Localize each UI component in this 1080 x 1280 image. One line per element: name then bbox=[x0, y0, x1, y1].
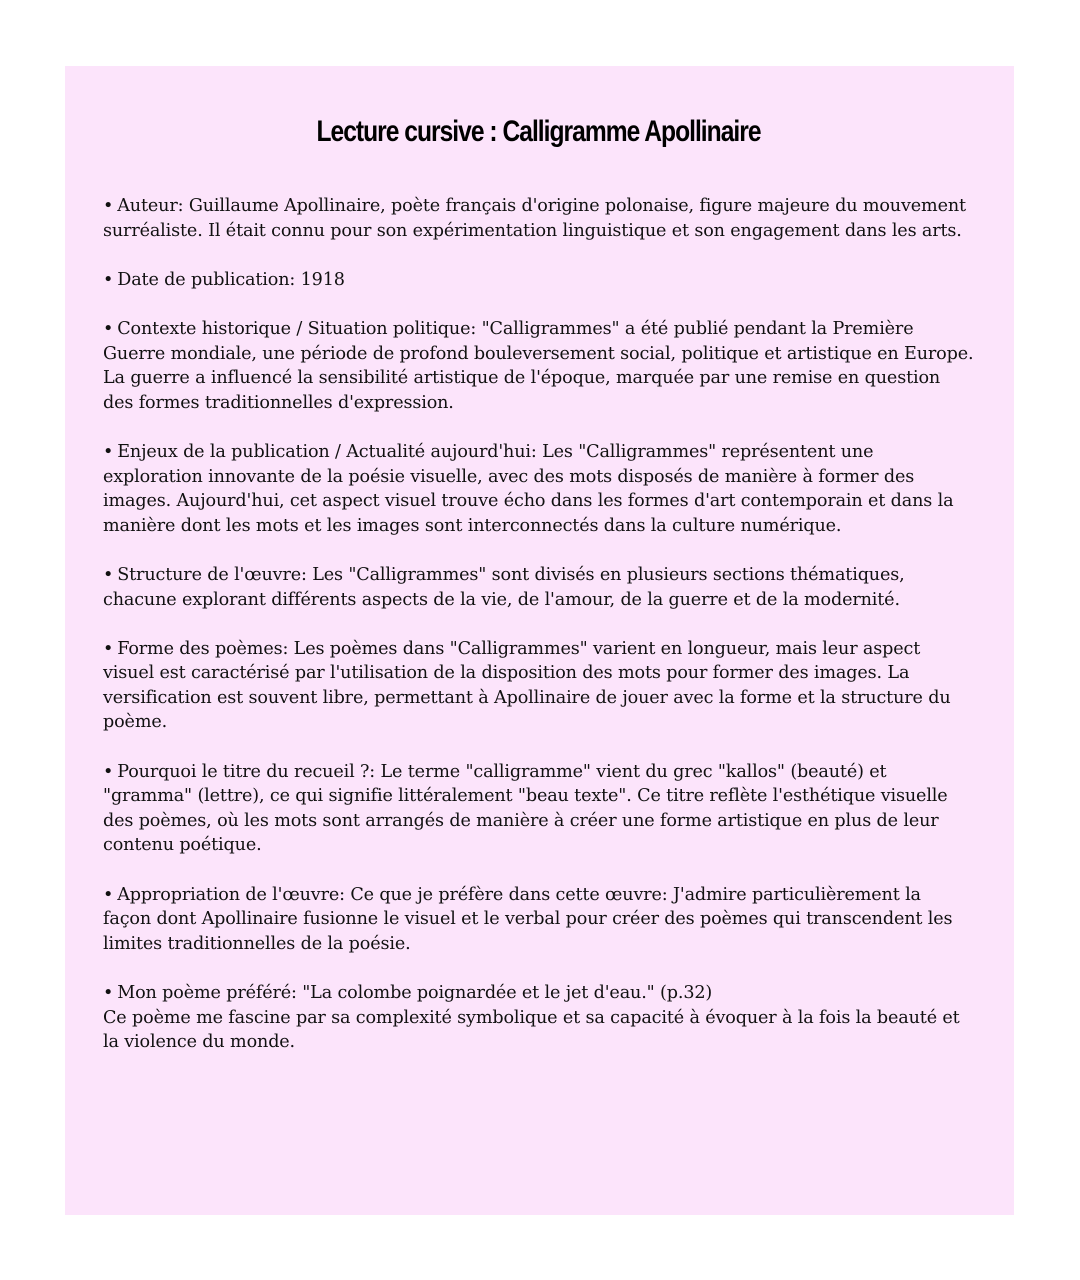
section-label: Forme des poèmes: bbox=[117, 638, 289, 659]
section-text: Guillaume Apollinaire, poète français d'origine polonaise, figure majeure du mouvement surréaliste. Il était connu pour son expérimentation linguistique et son engagement dans les arts. bbox=[103, 196, 966, 241]
section-followup: Ce poème me fascine par sa complexité symbolique et sa capacité à évoquer à la fois la beauté et la violence du monde. bbox=[103, 1007, 960, 1053]
bullet: • bbox=[103, 638, 114, 659]
bullet: • bbox=[103, 318, 114, 339]
bullet: • bbox=[103, 884, 114, 905]
section-label: Appropriation de l'œuvre: bbox=[117, 884, 345, 905]
section-structure bbox=[103, 563, 974, 612]
bullet: • bbox=[103, 196, 114, 216]
section-forme bbox=[103, 637, 974, 735]
bullet: • bbox=[103, 761, 114, 782]
section-label: Structure de l'œuvre: bbox=[117, 564, 307, 585]
document-page bbox=[65, 66, 1014, 1215]
section-text: "Calligrammes" a été publié pendant la Première Guerre mondiale, une période de profond bouleversement social, politique et artistique en Europe. La guerre a influencé la sensibilité artistique de l'époque, marquée par une remise en question des formes traditionnelles d'expression. bbox=[103, 318, 974, 413]
section-text: Les "Calligrammes" représentent une exploration innovante de la poésie visuelle, avec des mots disposés de manière à former des images. Aujourd'hui, cet aspect visuel trouve écho dans les formes d'art contemporain et dans la manière dont les mots et les images sont interconnectés dans la culture numérique. bbox=[103, 441, 954, 536]
section-text: 1918 bbox=[295, 269, 345, 290]
section-label: Enjeux de la publication / Actualité aujourd'hui: bbox=[117, 441, 537, 462]
section-date bbox=[103, 268, 974, 293]
section-titre bbox=[103, 760, 974, 858]
page-title: Lecture cursive : Calligramme Apollinaire bbox=[316, 115, 761, 148]
section-auteur bbox=[103, 194, 974, 243]
section-appropriation bbox=[103, 883, 974, 957]
section-contexte bbox=[103, 317, 974, 415]
bullet: • bbox=[103, 983, 114, 1003]
section-label: Contexte historique / Situation politique: bbox=[117, 318, 477, 339]
bullet: • bbox=[103, 564, 114, 585]
section-label: Pourquoi le titre du recueil ?: bbox=[117, 761, 376, 782]
section-label: Date de publication: bbox=[117, 269, 296, 290]
bullet: • bbox=[103, 269, 114, 290]
section-label: Mon poème préféré: bbox=[117, 983, 297, 1003]
section-text: Les poèmes dans "Calligrammes" varient en longueur, mais leur aspect visuel est caractérisé par l'utilisation de la disposition des mots pour former des images. La versification est souvent libre, permettant à Apollinaire de jouer avec la forme et la structure du poème. bbox=[103, 638, 951, 733]
section-text: Le terme "calligramme" vient du grec "kallos" (beauté) et "gramma" (lettre), ce qui signifie littéralement "beau texte". Ce titre reflète l'esthétique visuelle des poèmes, où les mots sont arrangés de manière à créer une forme artistique en plus de leur contenu poétique. bbox=[103, 761, 948, 856]
section-label: Auteur: bbox=[117, 196, 184, 216]
section-enjeux bbox=[103, 440, 974, 538]
bullet: • bbox=[103, 441, 114, 462]
section-text: "La colombe poignardée et le jet d'eau." (p.32) bbox=[296, 983, 713, 1003]
section-text: Les "Calligrammes" sont divisés en plusieurs sections thématiques, chacune explorant différents aspects de la vie, de l'amour, de la guerre et de la modernité. bbox=[103, 564, 905, 610]
section-text: Ce que je préfère dans cette œuvre: J'admire particulièrement la façon dont Apollinaire fusionne le visuel et le verbal pour créer des poèmes qui transcendent les limites traditionnelles de la poésie. bbox=[103, 884, 953, 954]
section-poeme-prefere bbox=[103, 981, 974, 1055]
